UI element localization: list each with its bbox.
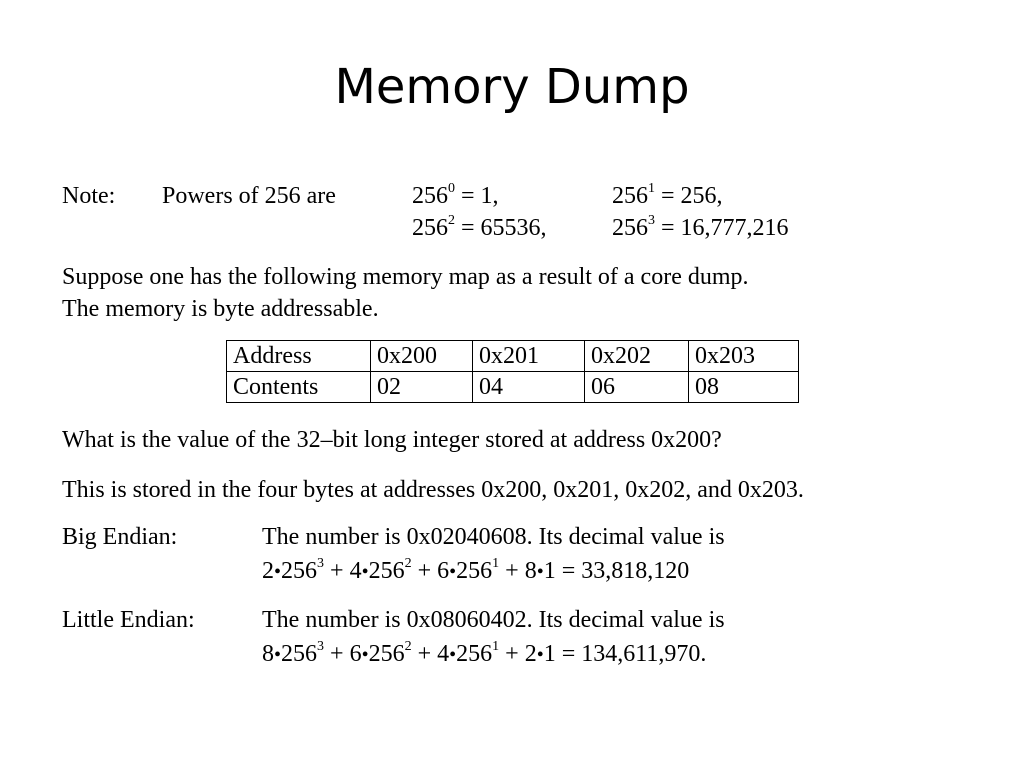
table-cell: Contents [227,372,371,403]
intro-line-1: Suppose one has the following memory map as a result of a core dump. [62,264,749,290]
table-cell: 0x203 [689,341,799,372]
note-intro: Powers of 256 are [162,183,336,209]
table-row [227,372,799,403]
table-cell: 08 [689,372,799,403]
power-0: $256^0 = 1$, [412,181,499,209]
power-1: $256^1 = 256$, [612,181,723,209]
note-label: Note: [62,183,116,209]
stored-text: This is stored in the four bytes at addresses 0x200, 0x201, 0x202, and 0x203. [62,477,804,503]
slide-title: Memory Dump [334,59,690,115]
little-endian-formula: $8•256^3$ + $6•256^2$ + $4•256^1$ + 2•1 = 134,611,970. [262,639,707,667]
question-text: What is the value of the 32–bit long integer stored at address 0x200? [62,427,722,453]
intro-line-2: The memory is byte addressable. [62,296,379,322]
table-cell: Address [227,341,371,372]
memory-table [226,340,799,403]
table-cell: 04 [473,372,585,403]
table-cell: 02 [371,372,473,403]
power-2: $256^2 = 65536$, [412,213,547,241]
table-row [227,341,799,372]
table-cell: 0x202 [585,341,689,372]
big-endian-formula: $2•256^3$ + $4•256^2$ + $6•256^1$ + 8•1 = 33,818,120 [262,556,690,584]
big-endian-label: Big Endian: [62,524,178,550]
table-cell: 0x201 [473,341,585,372]
table-cell: 06 [585,372,689,403]
power-3: $256^3 = 16,777,216$ [612,213,789,241]
table-cell: 0x200 [371,341,473,372]
little-endian-label: Little Endian: [62,607,195,633]
little-endian-line-1: The number is 0x08060402. Its decimal value is [262,607,725,633]
big-endian-line-1: The number is 0x02040608. Its decimal value is [262,524,725,550]
